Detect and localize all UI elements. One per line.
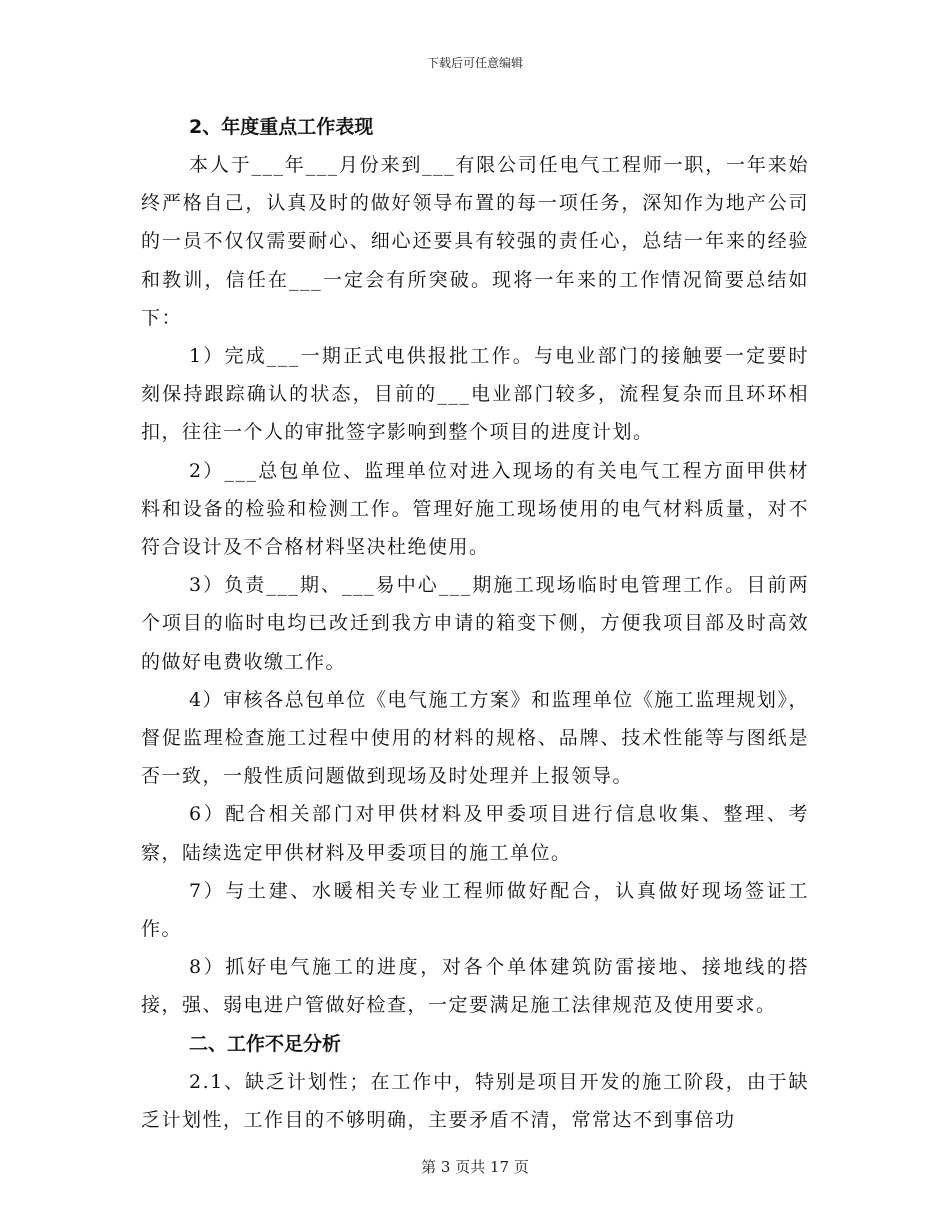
paragraph: 4）审核各总包单位《电气施工方案》和监理单位《施工监理规划》，督促监理检查施工过程中使用的材料的规格、品牌、技术性能等与图纸是否一致，一般性质问题做到现场及时处理并上报领导。 [141,688,809,788]
header-note: 下载后可任意编辑 [426,56,523,70]
paragraph: 2）___总包单位、监理单位对进入现场的有关电气工程方面甲供材料和设备的检验和检测工作。管理好施工现场使用的电气材料质量，对不符合设计及不合格材料坚决杜绝使用。 [141,459,809,559]
paragraph: 8）抓好电气施工的进度，对各个单体建筑防雷接地、接地线的搭接，强、弱电进户管做好检查，一定要满足施工法律规范及使用要求。 [141,956,809,1017]
page-number-footer: 第 3 页共 17 页 [421,1158,529,1176]
paragraph: 2.1、缺乏计划性；在工作中，特别是项目开发的施工阶段，由于缺乏计划性，工作目的不够明确，主要矛盾不清，常常达不到事倍功 [141,1070,809,1131]
paragraph: 7）与土建、水暖相关专业工程师做好配合，认真做好现场签证工作。 [141,879,809,941]
paragraph: 1）完成___一期正式电供报批工作。与电业部门的接触要一定要时刻保持跟踪确认的状态，目前的___电业部门较多，流程复杂而且环环相扣，往往一个人的审批签字影响到整个项目的进度计划。 [141,345,809,444]
document-body [141,108,809,1139]
paragraph: 本人于___年___月份来到___有限公司任电气工程师一职，一年来始终严格自己，认真及时的做好领导布置的每一项任务，深知作为地产公司的一员不仅仅需要耐心、细心还要具有较强的责任心，总结一年来的经验和教训，信任在___一定会有所突破。现将一年来的工作情况简要总结如下： [141,154,809,329]
section-heading: 2、年度重点工作表现 [189,116,374,138]
section-heading: 二、工作不足分析 [189,1032,342,1055]
paragraph: 6）配合相关部门对甲供材料及甲委项目进行信息收集、整理、考察，陆续选定甲供材料及甲委项目的施工单位。 [141,803,809,864]
paragraph: 3）负责___期、___易中心___期施工现场临时电管理工作。目前两个项目的临时电均已改迁到我方申请的箱变下侧，方便我项目部及时高效的做好电费收缴工作。 [141,574,809,673]
